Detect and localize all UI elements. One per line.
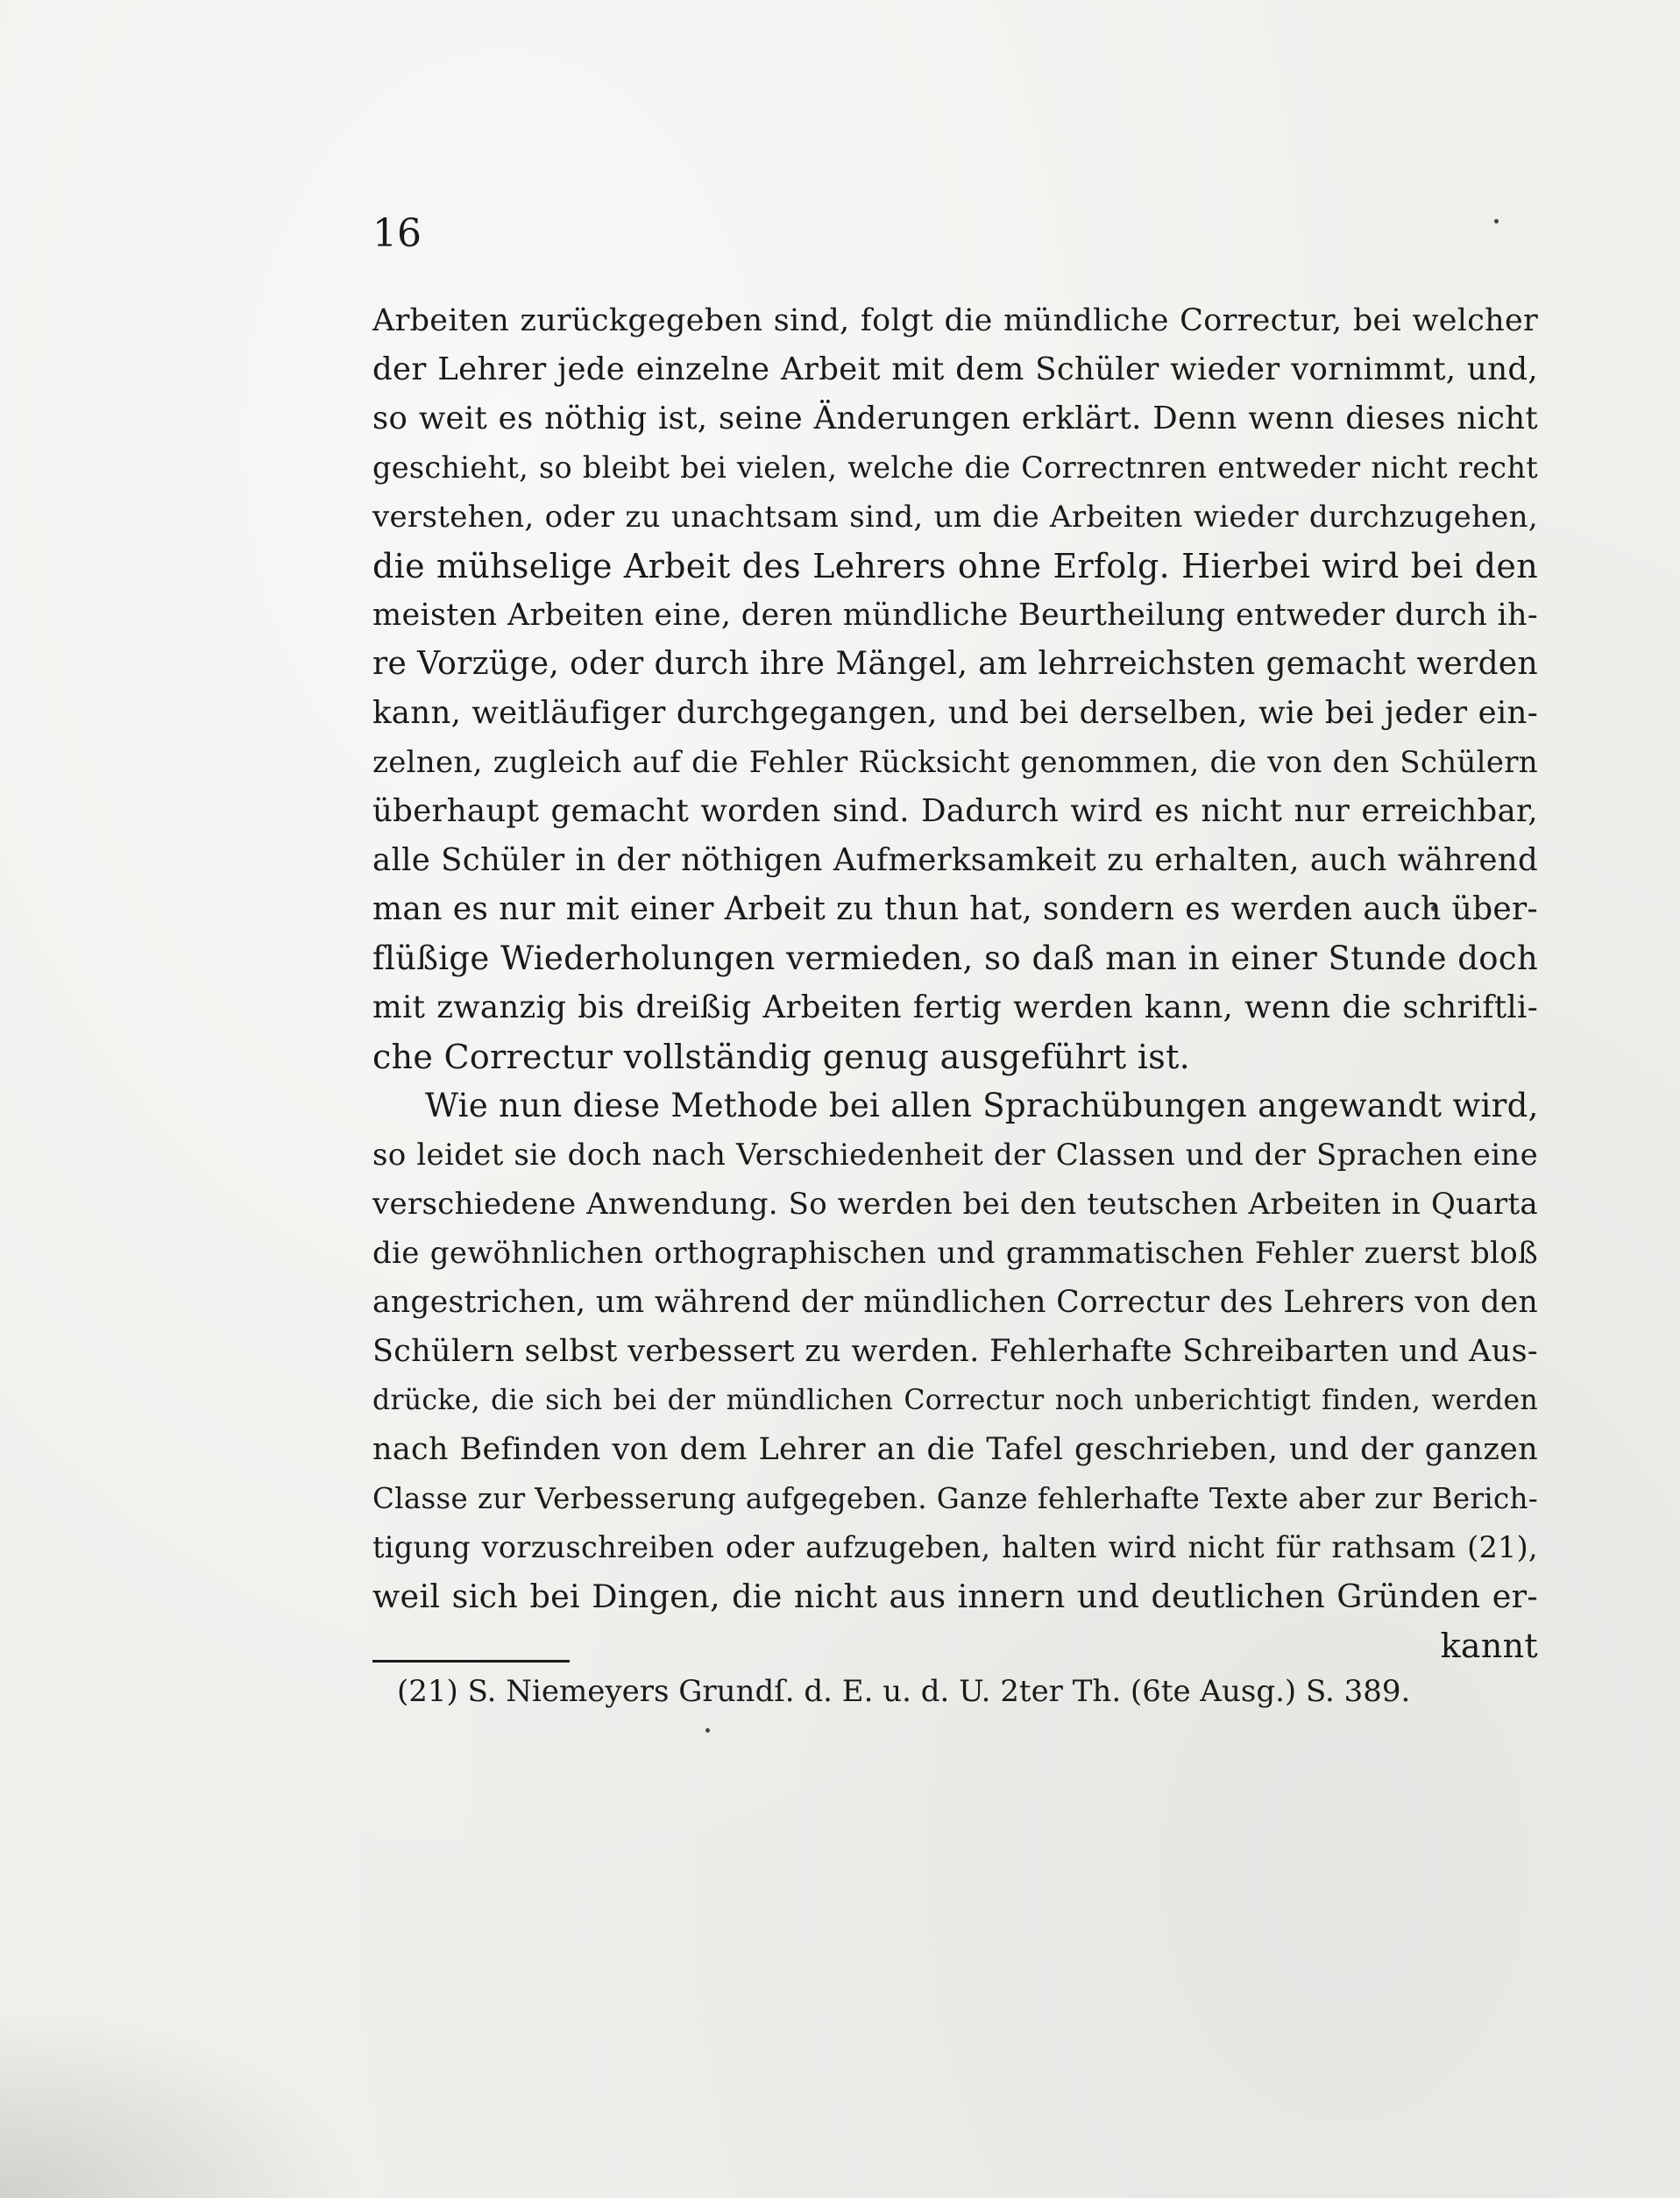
text-line: tigung vorzuschreiben oder aufzugeben, halten wird nicht für rathsam (21), [372,1530,1538,1564]
body-text [372,296,1538,1670]
catchword: kannt [1440,1627,1538,1665]
footnote: (21) S. Niemeyers Grundſ. d. E. u. d. U. 2ter Th. (6te Ausg.) S. 389. [397,1674,1411,1709]
text-line: Wie nun diese Methode bei allen Sprachübungen angewandt wird, [425,1087,1539,1124]
ink-speck [1494,219,1499,223]
text-line: verschiedene Anwendung. So werden bei den teutschen Arbeiten in Quarta [372,1187,1538,1222]
paper-stain [0,2007,368,2198]
text-line: weil sich bei Dingen, die nicht aus innern und deutlichen Gründen er- [372,1578,1538,1615]
text-line: meisten Arbeiten eine, deren mündliche Beurtheilung entweder durch ih- [372,598,1538,633]
text-line: Arbeiten zurückgegeben sind, folgt die mündliche Correctur, bei welcher [372,303,1538,338]
text-line: re Vorzüge, oder durch ihre Mängel, am lehrreichsten gemacht werden [372,646,1538,682]
text-line: man es nur mit einer Arbeit zu thun hat, sondern es werden auch über- [372,891,1538,927]
text-line: alle Schüler in der nöthigen Aufmerksamkeit zu erhalten, auch während [372,842,1538,878]
text-line: Schülern selbst verbessert zu werden. Fehlerhafte Schreibarten und Aus- [372,1334,1538,1369]
text-line: drücke, die sich bei der mündlichen Correctur noch unberichtigt finden, werden [372,1385,1538,1416]
text-line: che Correctur vollständig genug ausgeführt ist. [372,1038,1191,1076]
text-line: die gewöhnlichen orthographischen und grammatischen Fehler zuerst bloß [372,1236,1538,1271]
text-line: angestrichen, um während der mündlichen Correctur des Lehrers von den [372,1285,1538,1320]
page-number: 16 [372,211,422,256]
ink-speck [705,1728,710,1733]
text-line: so weit es nöthig ist, seine Änderungen erklärt. Denn wenn dieses nicht [372,401,1538,436]
text-line: zelnen, zugleich auf die Fehler Rücksicht genommen, die von den Schülern [372,745,1538,780]
text-line: verstehen, oder zu unachtsam sind, um die Arbeiten wieder durchzugehen, [372,500,1538,535]
text-line: Classe zur Verbesserung aufgegeben. Ganze fehlerhafte Texte aber zur Berich- [372,1482,1538,1515]
text-line: geschieht, so bleibt bei vielen, welche die Correctnren entweder nicht recht [372,450,1538,485]
text-line: nach Befinden von dem Lehrer an die Tafel geschrieben, und der ganzen [372,1432,1538,1467]
text-line: der Lehrer jede einzelne Arbeit mit dem Schüler wieder vornimmt, und, [372,351,1538,387]
text-line: überhaupt gemacht worden sind. Dadurch wird es nicht nur erreichbar, [372,793,1538,829]
text-line: kann, weitläufiger durchgegangen, und bei derselben, wie bei jeder ein- [372,695,1538,731]
footnote-rule [372,1660,570,1663]
text-line: so leidet sie doch nach Verschiedenheit der Classen und der Sprachen eine [372,1138,1538,1173]
text-line: flüßige Wiederholungen vermieden, so daß man in einer Stunde doch [372,939,1538,977]
text-line: mit zwanzig bis dreißig Arbeiten fertig werden kann, wenn die schriftli- [372,989,1538,1025]
text-line: die mühselige Arbeit des Lehrers ohne Erfolg. Hierbei wird bei den [372,547,1538,585]
